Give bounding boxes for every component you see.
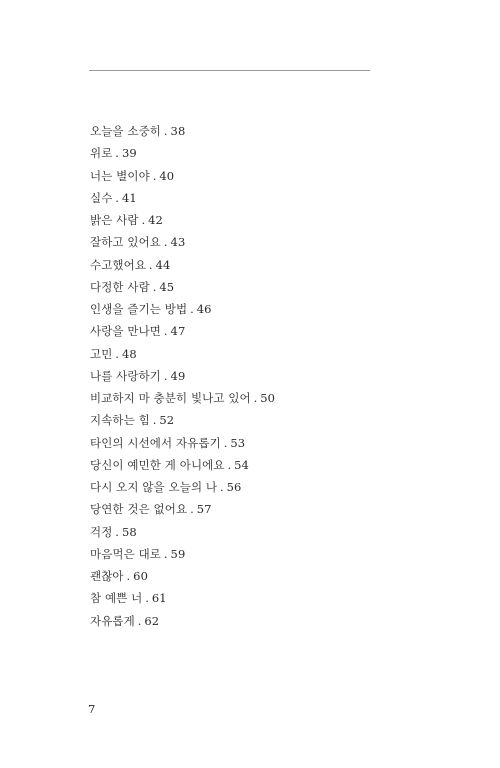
toc-entry: [90, 254, 275, 276]
toc-entry-title: 실수: [90, 190, 113, 205]
toc-entry-page: 61: [151, 591, 167, 606]
toc-entry-title: 걱정: [90, 524, 113, 539]
toc-entry-title: 비교하지 마 충분히 빛나고 있어: [90, 391, 251, 405]
toc-entry: [90, 565, 275, 587]
toc-entry-page: 57: [196, 502, 212, 517]
toc-entry: [90, 387, 275, 409]
toc-separator: .: [163, 235, 168, 250]
toc-entry: [90, 476, 275, 498]
toc-separator: .: [141, 213, 146, 227]
toc-entry-page: 58: [121, 524, 137, 539]
toc-entry-title: 위로: [90, 146, 113, 161]
toc-entry-page: 62: [144, 613, 160, 628]
toc-entry-title: 밝은 사람: [90, 213, 139, 227]
toc-entry-title: 참 예쁜 너: [90, 591, 143, 606]
toc-entry-page: 50: [260, 391, 276, 405]
toc-separator: .: [115, 346, 120, 361]
toc-entry: [90, 231, 275, 253]
toc-separator: .: [152, 279, 157, 294]
toc-entry: [90, 320, 275, 342]
toc-separator: .: [163, 368, 168, 383]
toc-entry-page: 42: [148, 213, 163, 227]
toc-entry: [90, 276, 275, 298]
toc-entry-page: 46: [196, 302, 212, 316]
toc-entry-page: 56: [226, 480, 242, 494]
toc-entry-title: 당연한 것은 없어요: [90, 502, 188, 517]
toc-entry-page: 60: [133, 569, 148, 583]
toc-entry: [90, 454, 275, 476]
toc-separator: .: [220, 480, 224, 494]
toc-entry-title: 잘하고 있어요: [90, 235, 162, 250]
toc-separator: .: [152, 413, 157, 428]
toc-entry: [90, 298, 275, 320]
toc-separator: .: [115, 524, 120, 539]
toc-entry-page: 44: [155, 257, 171, 272]
page-number: 7: [88, 702, 96, 716]
toc-entry-title: 오늘을 소중히: [90, 124, 162, 138]
toc-separator: .: [163, 546, 168, 561]
toc-entry-page: 43: [170, 235, 186, 250]
toc-entry-title: 마음먹은 대로: [90, 546, 162, 561]
toc-separator: .: [163, 324, 168, 339]
toc-entry: [90, 120, 275, 142]
toc-entry: [90, 365, 275, 387]
toc-entry-page: 54: [234, 457, 249, 472]
toc-separator: .: [148, 257, 153, 272]
toc-entry-title: 자유롭게: [90, 613, 135, 628]
toc-entry-page: 49: [170, 368, 186, 383]
toc-entry: [90, 187, 275, 209]
toc-separator: .: [190, 302, 194, 316]
toc-entry-page: 41: [121, 190, 137, 205]
toc-separator: .: [115, 190, 120, 205]
toc-entry-page: 59: [170, 546, 186, 561]
toc-separator: .: [163, 124, 168, 138]
toc-entry: [90, 165, 275, 187]
toc-entry-title: 지속하는 힘: [90, 413, 150, 428]
toc-entry-page: 48: [121, 346, 137, 361]
toc-separator: .: [152, 168, 157, 183]
toc-entry-title: 괜찮아: [90, 569, 124, 583]
table-of-contents: [90, 120, 275, 632]
toc-separator: .: [227, 457, 232, 472]
toc-entry-page: 39: [121, 146, 137, 161]
toc-entry: [90, 209, 275, 231]
toc-entry-title: 너는 별이야: [90, 168, 150, 183]
toc-separator: .: [253, 391, 258, 405]
toc-entry-title: 인생을 즐기는 방법: [90, 302, 188, 316]
toc-entry-title: 수고했어요: [90, 257, 147, 272]
toc-separator: .: [145, 591, 149, 606]
toc-entry-page: 38: [170, 124, 186, 138]
toc-entry-title: 다정한 사람: [90, 279, 150, 294]
toc-entry: [90, 587, 275, 609]
toc-separator: .: [190, 502, 194, 517]
toc-entry-title: 사랑을 만나면: [90, 324, 162, 339]
toc-separator: .: [126, 569, 131, 583]
toc-entry: [90, 521, 275, 543]
toc-entry: [90, 543, 275, 565]
toc-entry-page: 52: [159, 413, 175, 428]
toc-entry-page: 40: [159, 168, 175, 183]
toc-entry: [90, 343, 275, 365]
toc-entry-page: 53: [230, 435, 246, 450]
toc-entry: [90, 142, 275, 164]
toc-separator: .: [115, 146, 120, 161]
toc-entry: [90, 610, 275, 632]
toc-separator: .: [223, 435, 228, 450]
toc-entry-title: 타인의 시선에서 자유롭기: [90, 435, 221, 450]
toc-entry: [90, 432, 275, 454]
toc-entry-title: 나를 사랑하기: [90, 368, 162, 383]
top-divider: [89, 70, 370, 71]
toc-entry-title: 고민: [90, 346, 113, 361]
toc-entry-title: 당신이 예민한 게 아니에요: [90, 457, 225, 472]
toc-entry: [90, 409, 275, 431]
toc-entry-title: 다시 오지 않을 오늘의 나: [90, 480, 218, 494]
toc-entry-page: 47: [170, 324, 186, 339]
toc-entry-page: 45: [159, 279, 175, 294]
toc-separator: .: [137, 613, 142, 628]
toc-entry: [90, 498, 275, 520]
